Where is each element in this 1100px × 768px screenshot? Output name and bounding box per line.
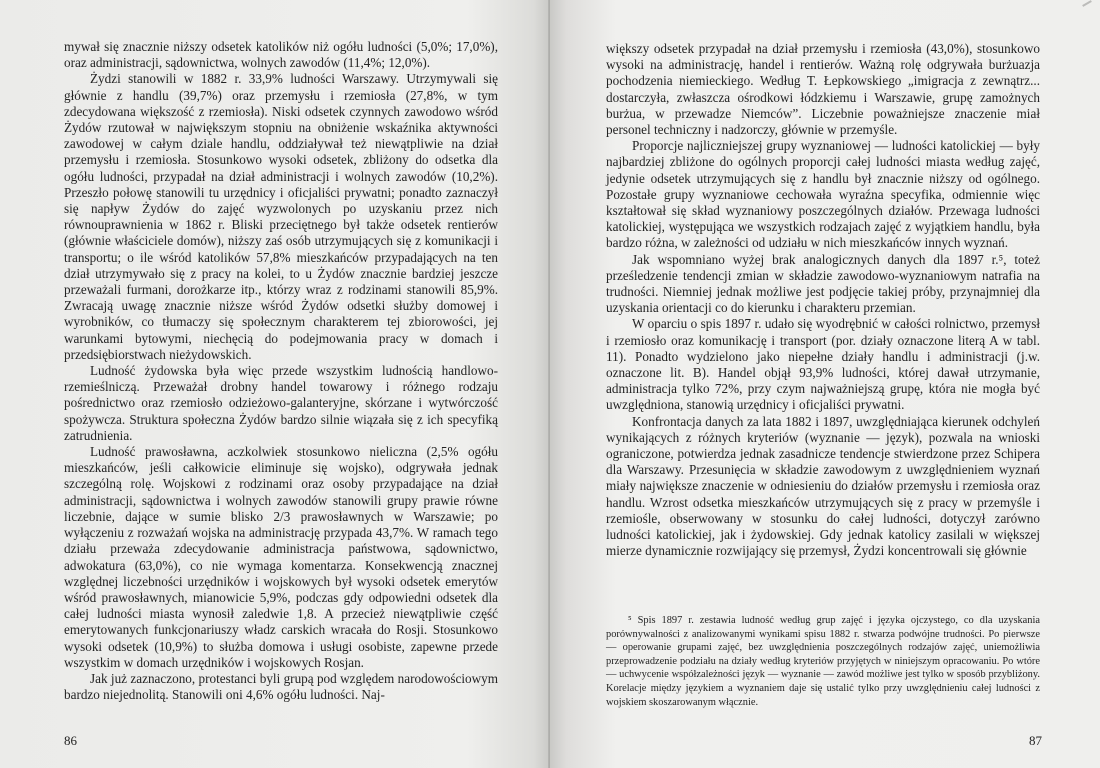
paragraph: Proporcje najliczniejszej grupy wyznaniowej — ludności katolickiej — były najbardziej zbliżone do ogólnych proporcji całej ludności miasta według zajęć, jedynie odsetek utrzymujących się z handlu był znacznie niższy od ogólnego. Pozostałe grupy wyznaniowe cechowała wyraźna specyfika, odmiennie więc kształtował się skład wyznaniowy poszczególnych działów. Przewaga ludności katolickiej, występująca we wszystkich rodzajach zajęć z wyjątkiem handlu, była bardzo różna, w zależności od udziału w nich mieszkańców innych wyznań. bbox=[606, 138, 1040, 251]
scan-mark bbox=[1082, 0, 1096, 14]
page-number: 86 bbox=[64, 733, 77, 748]
page-number: 87 bbox=[1029, 733, 1042, 748]
right-page bbox=[550, 0, 1100, 768]
paragraph: Jak wspomniano wyżej brak analogicznych danych dla 1897 r.⁵, toteż prześledzenie tendencji zmian w składzie zawodowo-wyznaniowym natrafia na trudności. Niemniej jednak możliwe jest podjęcie takiej próby, przynajmniej dla uzyskania orientacji co do kierunku i charakteru przemian. bbox=[606, 251, 1040, 316]
right-page-text bbox=[606, 41, 1040, 560]
paragraph: mywał się znacznie niższy odsetek katolików niż ogółu ludności (5,0%; 17,0%), oraz administracji, sądownictwa, wolnych zawodów (11,4%; 12,0%). bbox=[64, 39, 498, 71]
paragraph: Jak już zaznaczono, protestanci byli grupą pod względem narodowościowym bardzo niejednolitą. Stanowili oni 4,6% ogółu ludności. Naj- bbox=[64, 670, 498, 703]
paragraph: większy odsetek przypadał na dział przemysłu i rzemiosła (43,0%), stosunkowo wysoki na administrację, handel i rentierów. Ważną rolę odgrywała burżuazja pochodzenia niemieckiego. Według T. Łepkowskiego „imigracja z zewnątrz... dostarczyła, zwłaszcza ośrodkowi łódzkiemu i Warszawie, grupę zamożnych burżua, w przewadze Niemców”. Liczebnie poważniejsze znaczenie miał personel techniczny i nadzorczy, głównie w przemyśle. bbox=[606, 41, 1040, 138]
footnote bbox=[606, 614, 1040, 709]
left-page-text bbox=[64, 39, 498, 703]
paragraph: Żydzi stanowili w 1882 r. 33,9% ludności Warszawy. Utrzymywali się głównie z handlu (39,7%) oraz przemysłu i rzemiosła (27,8%, w tym zdecydowana większość z rzemiosła). Niski odsetek czynnych zawodowo wśród Żydów rzutował w największym stopniu na obniżenie wskaźnika aktywności zawodowej w całym dziale handlu, oddziaływał też niewątpliwie na dział przemysłu i rzemiosła. Stosunkowo wysoki odsetek, zbliżony do odsetka dla ogółu ludności, przypadał na dział administracji i wolnych zawodów (10,2%). Przeszło połowę stanowili tu urzędnicy i oficjaliści prywatni; ponadto zaznaczył się napływ Żydów do zajęć wyzwolonych po uzyskaniu przez nich równouprawnienia w 1862 r. Bliski przeciętnego był także odsetek rentierów (głównie właściciele domów), niższy zaś osób utrzymujących się z komunikacji i transportu; o ile wśród katolików 57,8% mieszkańców przypadających na ten dział utrzymywało się z pracy na kolei, to u Żydów znacznie bardziej jeszcze przeważali furmani, dorożkarze itp., którzy wraz z rodzinami stanowili 85,9%. Zwracają uwagę znacznie niższe wśród Żydów odsetki służby domowej i wyrobników, co tłumaczy się społecznym charakterem tej zbiorowości, jej warunkami bytowymi, niechęcią do podejmowania pracy w domach i przedsiębiorstwach nieżydowskich. bbox=[64, 71, 498, 362]
footnote-text: ⁵ Spis 1897 r. zestawia ludność według grup zajęć i języka ojczystego, co dla uzyskania porównywalności z analizowanymi wynikami spisu 1882 r. stwarza podwójne trudności. Po pierwsze — operowanie grupami zajęć, bez uwzględnienia poszczególnych rodzajów zajęć, uniemożliwia przeprowadzenie podziału na działy według kryteriów przyjętych w niniejszym opracowaniu. Po wtóre — uchwycenie współzależności język — wyznanie — zawód możliwe jest tylko w sposób przybliżony. Korelacje między językiem a wyznaniem daje się ustalić tylko przy uwzględnieniu całej ludności z wojskiem skoszarowanym włącznie. bbox=[606, 615, 1040, 708]
paragraph: Konfrontacja danych za lata 1882 i 1897, uwzględniająca kierunek odchyleń wynikających z różnych kryteriów (wyznanie — język), pozwala na wnioski ograniczone, potwierdza jednak zasadnicze tendencje stwierdzone przez Schipera dla Warszawy. Przesunięcia w składzie zawodowym z uwzględnieniem wyznań miały największe znaczenie w odniesieniu do działów przemysłu i rzemiosła oraz handlu. Wzrost odsetka mieszkańców utrzymujących się z pracy w przemyśle i rzemiośle, obserwowany w stosunku do całej ludności, dotyczył zarówno ludności katolickiej, jak i żydowskiej. Gdy jednak katolicy zasilali w większej mierze dynamicznie rozwijający się przemysł, Żydzi koncentrowali się głównie bbox=[606, 413, 1040, 559]
paragraph: Ludność żydowska była więc przede wszystkim ludnością handlowo-rzemieślniczą. Przeważał drobny handel towarowy i różnego rodzaju pośrednictwo oraz rzemiosło odzieżowo-galanteryjne, skórzane i wytwórczość spożywcza. Struktura społeczna Żydów bardzo silnie wiązała się z ich specyfiką zatrudnienia. bbox=[64, 363, 498, 443]
paragraph: W oparciu o spis 1897 r. udało się wyodrębnić w całości rolnictwo, przemysł i rzemiosło oraz komunikację i transport (por. działy oznaczone literą A w tabl. 11). Ponadto wydzielono jako niepełne działy handlu i administracji (j.w. oznaczone lit. B). Handel objął 93,9% ludności, której dawał utrzymanie, administracja tylko 72%, przy czym najważniejszą grupę, która nie mogła być uwzględniona, stanowią urzędnicy i oficjaliści prywatni. bbox=[606, 316, 1040, 413]
paragraph: Ludność prawosławna, aczkolwiek stosunkowo nieliczna (2,5% ogółu mieszkańców, jeśli całkowicie eliminuje się wojsko), odgrywała jednak szczególną rolę. Wojskowi z rodzinami oraz osoby przypadające na dział administracji, sądownictwa i wolnych zawodów stanowili grupy prawie równe liczebnie, dające w sumie blisko 2/3 prawosławnych w Warszawie; po wyłączeniu z rozważań wojska na administrację przypada 43,7%. W ramach tego działu przeważa zdecydowanie administracja państwowa, sądownictwo, adwokatura (63,0%), co nie wymaga komentarza. Konsekwencją znacznej względnej liczebności urzędników i wojskowych był wysoki odsetek emerytów wśród prawosławnych, mianowicie 5,9%, podczas gdy odpowiedni odsetek dla całej ludności miasta wynosił zaledwie 1,8. A przecież niewątpliwie część emerytowanych funkcjonariuszy władz carskich wracała do Rosji. Stosunkowo wysoki odsetek (10,9%) to służba domowa i usługi osobiste, zapewne przede wszystkim w domach urzędników i wojskowych Rosjan. bbox=[64, 444, 498, 670]
